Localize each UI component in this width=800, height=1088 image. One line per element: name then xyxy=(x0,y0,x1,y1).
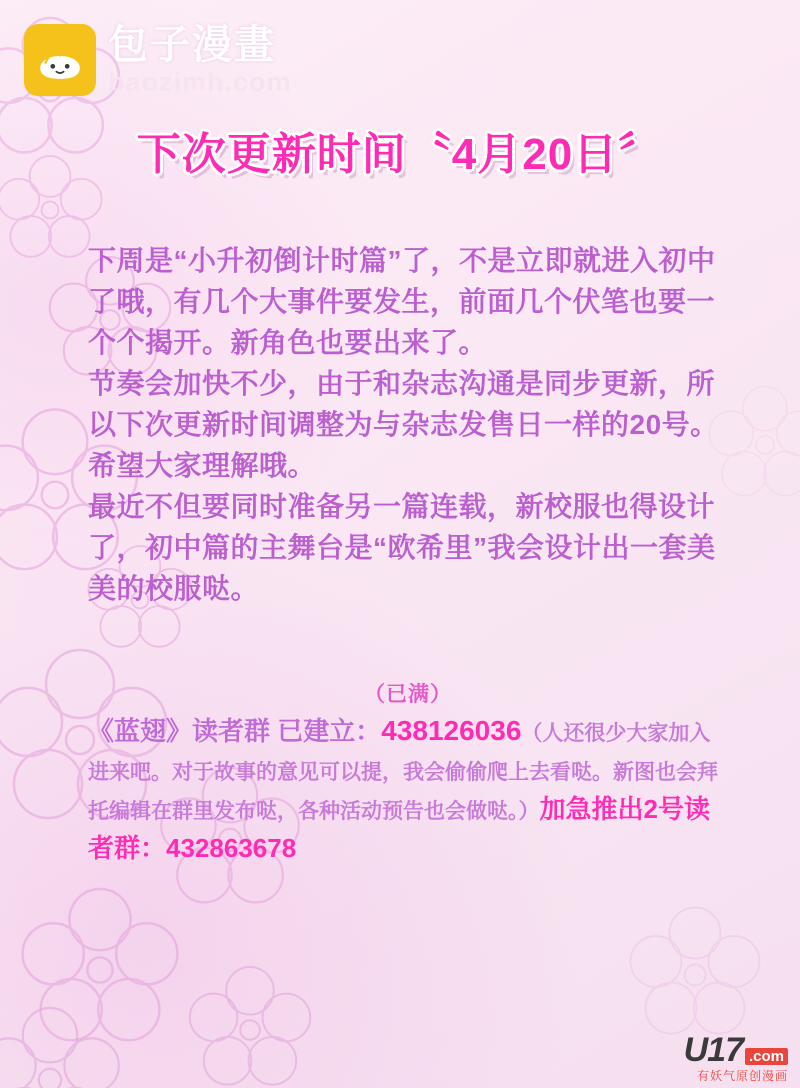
flower-icon xyxy=(620,900,770,1050)
flower-icon xyxy=(10,880,190,1060)
u17-brand: U17 xyxy=(683,1031,743,1069)
announcement-paragraph: 最近不但要同时准备另一篇连载，新校服也得设计了，初中篇的主舞台是“欧希里”我会设计出一套美美的校服哒。 xyxy=(88,491,716,604)
announcement-body xyxy=(88,240,728,609)
announcement-paragraph: 下周是“小升初倒计时篇”了，不是立即就进入初中了哦，有几个大事件要发生，前面几个伏笔也要一个个揭开。新角色也要出来了。 xyxy=(88,245,716,358)
announcement-paragraph: 节奏会加快不少，由于和杂志沟通是同步更新，所以下次更新时间调整为与杂志发售日一样的20号。希望大家理解哦。 xyxy=(88,368,719,481)
u17-brand-suffix: .com xyxy=(745,1048,788,1065)
group-label: 《蓝翅》读者群 已建立： xyxy=(88,716,382,746)
urgent-group-number: 432863678 xyxy=(166,833,297,863)
site-domain: baozimh.com xyxy=(108,66,292,97)
group-note: （人还很少大家加入进来吧。对于故事的意见可以提，我会偷偷爬上去看哒。新图也会拜托编辑在群里发布哒，各种活动预告也会做哒。） xyxy=(88,722,718,823)
reader-group-info xyxy=(88,678,728,867)
u17-logo xyxy=(684,1033,788,1067)
group-full-note: （已满） xyxy=(364,683,452,706)
u17-tagline: 有妖气原创漫画 xyxy=(696,1069,788,1083)
flower-icon xyxy=(180,960,320,1088)
site-logo-text xyxy=(108,22,292,97)
urgent-group-label: 加急推出2号读者群： xyxy=(88,794,710,863)
group-line xyxy=(88,712,728,867)
site-logo[interactable] xyxy=(24,24,292,96)
baozi-bun-icon xyxy=(24,24,96,96)
group-number: 438126036 xyxy=(381,715,522,746)
footer-watermark xyxy=(684,1033,788,1082)
page-title: 下次更新时间〝4月20日〞 xyxy=(136,130,664,179)
flower-icon xyxy=(0,1000,130,1088)
site-title: 包子漫畫 xyxy=(108,22,276,67)
